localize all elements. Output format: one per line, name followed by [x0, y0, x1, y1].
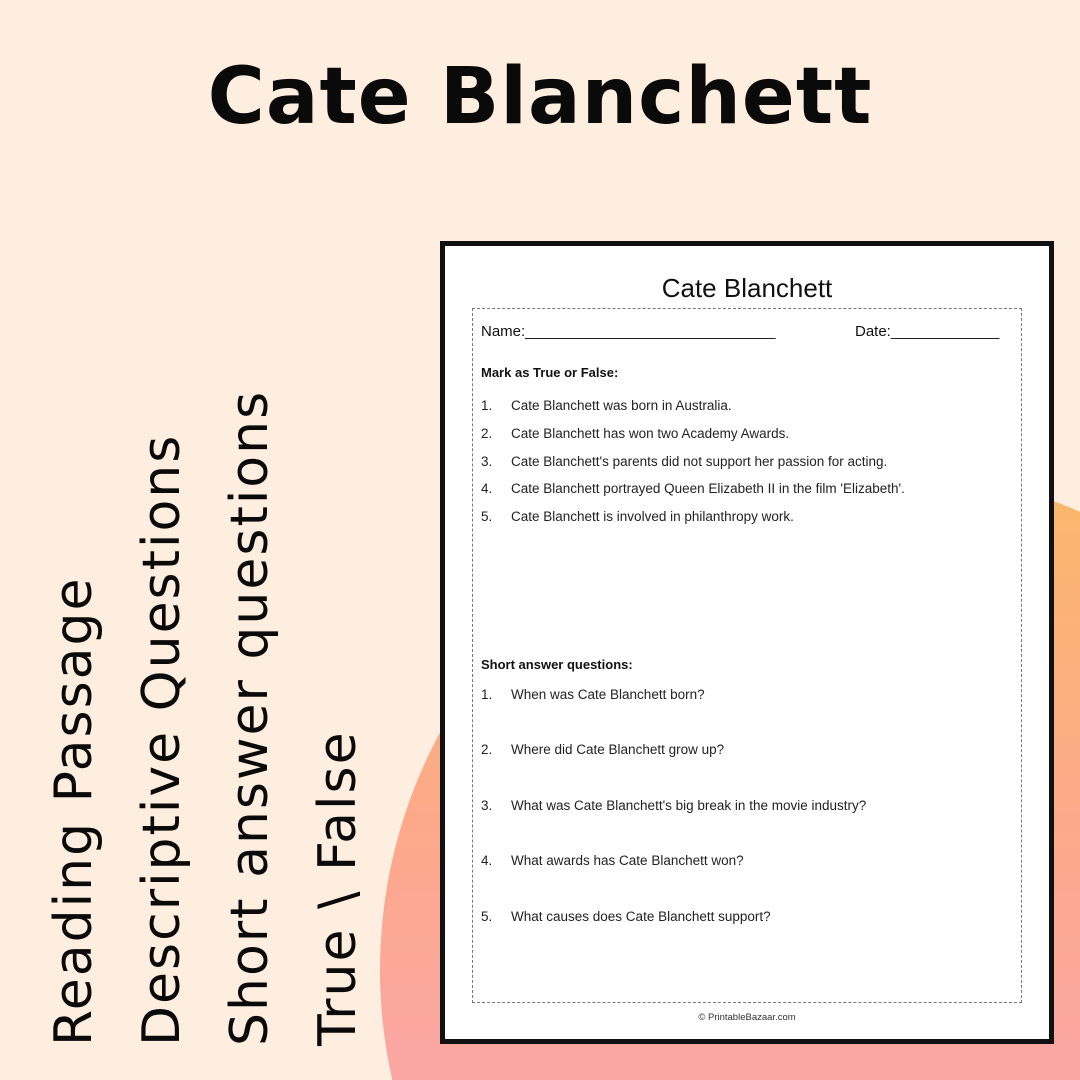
short-answer-item: 4. What awards has Cate Blanchett won? [481, 853, 744, 868]
short-answer-item: 2. Where did Cate Blanchett grow up? [481, 742, 725, 757]
short-answer-item: 5. What causes does Cate Blanchett support? [481, 909, 771, 924]
true-false-item: 2. Cate Blanchett has won two Academy Awards. [481, 426, 790, 441]
name-field: Name:______________________________ [481, 323, 776, 340]
worksheet-content-box [472, 308, 1022, 1003]
true-false-item: 1. Cate Blanchett was born in Australia. [481, 398, 732, 413]
date-field: Date:_____________ [855, 323, 1000, 340]
worksheet-preview [440, 241, 1054, 1044]
worksheet-title: Cate Blanchett [661, 273, 833, 303]
true-false-heading: Mark as True or False: [481, 365, 619, 380]
true-false-item: 4. Cate Blanchett portrayed Queen Elizabeth II in the film 'Elizabeth'. [481, 481, 905, 496]
copyright-credit: © PrintableBazaar.com [698, 1012, 796, 1023]
short-answer-item: 3. What was Cate Blanchett's big break in the movie industry? [481, 798, 867, 813]
true-false-item: 5. Cate Blanchett is involved in philanthropy work. [481, 509, 794, 524]
page-title: Cate Blanchett [207, 52, 873, 142]
short-answer-heading: Short answer questions: [481, 657, 633, 672]
true-false-item: 3. Cate Blanchett's parents did not support her passion for acting. [481, 454, 888, 469]
short-answer-item: 1. When was Cate Blanchett born? [481, 687, 705, 702]
